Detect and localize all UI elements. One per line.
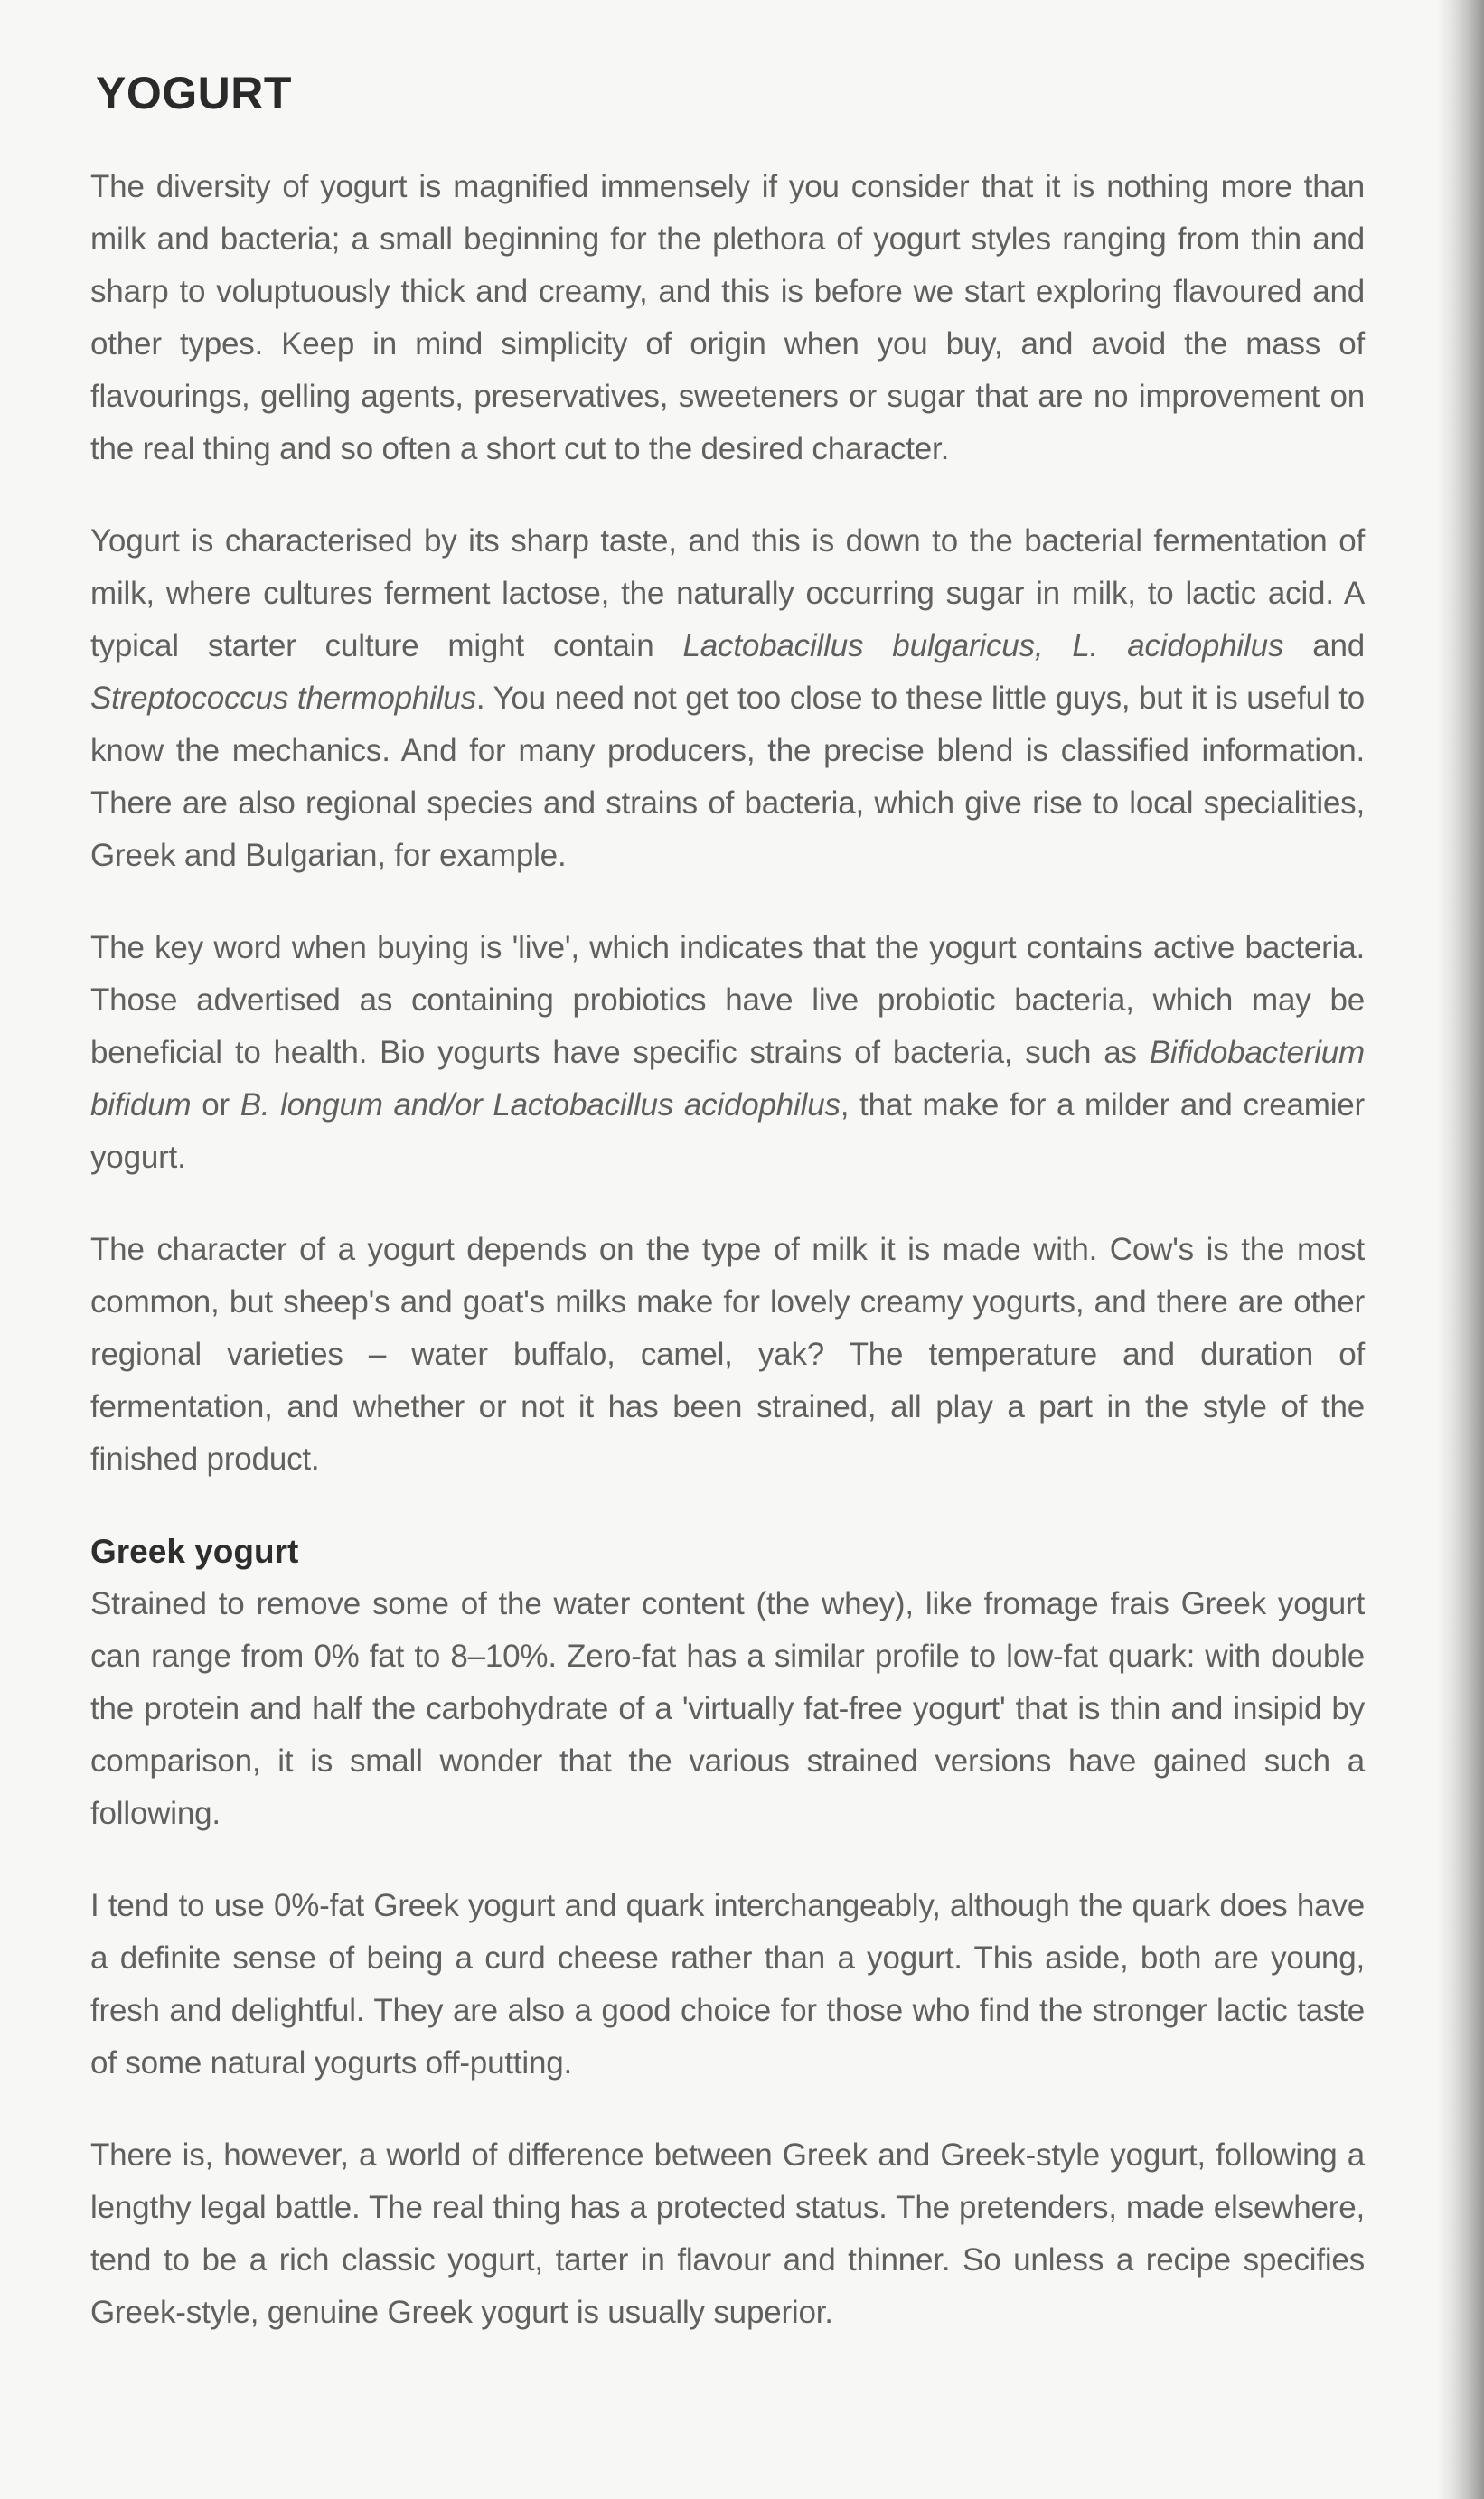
milk-types-paragraph: The character of a yogurt depends on the type of milk it is made with. Cow's is the most common, but sheep's and goat's milks make for lovely creamy yogurts, and there are other regional varieties – water buffalo, camel, yak? The temperature and duration of fermentation, and whether or not it has been strained, all play a part in the style of the finished product. [90,1232,1365,1477]
page-title: YOGURT [96,68,292,118]
fermentation-paragraph [90,515,1365,882]
greek-style-paragraph: There is, however, a world of difference between Greek and Greek-style yogurt, following a lengthy legal battle. The real thing has a protected status. The pretenders, made elsewhere, tend to be a rich classic yogurt, tarter in flavour and thinner. So unless a recipe specifies Greek-style, genuine Greek yogurt is usually superior. [90,2137,1365,2330]
page-content [90,61,1365,2379]
species-name: Streptococcus thermophilus [90,681,476,716]
live-yogurt-paragraph [90,922,1365,1184]
text-run: or [191,1087,240,1123]
page-gutter-shadow [1437,0,1484,2499]
text-run: The key word when buying is 'live', which indicates that the yogurt contains active bacteria. Those advertised as containing probiotics have live probiotic bacteria, which may be beneficial to health. Bio yogurts have specific strains of bacteria, such as [90,930,1365,1070]
text-run: . You need not get too close to these little guys, but it is useful to know the mechanics. And for many producers, the precise blend is classified information. There are also regional species and strains of bacteria, which give rise to local specialities, Greek and Bulgarian, for example. [90,681,1365,873]
intro-paragraph: The diversity of yogurt is magnified immensely if you consider that it is nothing more than milk and bacteria; a small beginning for the plethora of yogurt styles ranging from thin and sharp to voluptuously thick and creamy, and this is before we start exploring flavoured and other types. Keep in mind simplicity of origin when you buy, and avoid the mass of flavourings, gelling agents, preservatives, sweeteners or sugar that are no improvement on the real thing and so often a short cut to the desired character. [90,169,1365,466]
greek-yogurt-subheading: Greek yogurt [90,1533,299,1570]
greek-strained-paragraph: Strained to remove some of the water content (the whey), like fromage frais Greek yogurt can range from 0% fat to 8–10%. Zero-fat has a similar profile to low-fat quark: with double the protein and half the carbohydrate of a 'virtually fat-free yogurt' that is thin and insipid by comparison, it is small wonder that the various strained versions have gained such a following. [90,1586,1365,1831]
text-run: , that make for a milder and creamier yogurt. [90,1087,1365,1175]
greek-quark-paragraph: I tend to use 0%-fat Greek yogurt and quark interchangeably, although the quark does have a definite sense of being a curd cheese rather than a yogurt. This aside, both are young, fresh and delightful. They are also a good choice for those who find the stronger lactic taste of some natural yogurts off-putting. [90,1888,1365,2081]
text-run: and [1283,628,1365,663]
text-run: Yogurt is characterised by its sharp taste, and this is down to the bacterial fermentation of milk, where cultures ferment lactose, the naturally occurring sugar in milk, to lactic acid. A typical starter culture might contain [90,523,1365,663]
species-name: Bifidobacterium bifidum [90,1035,1365,1123]
species-name: Lactobacillus bulgaricus, L. acidophilus [682,628,1284,663]
species-name: B. longum and/or Lactobacillus acidophilus [240,1087,841,1123]
